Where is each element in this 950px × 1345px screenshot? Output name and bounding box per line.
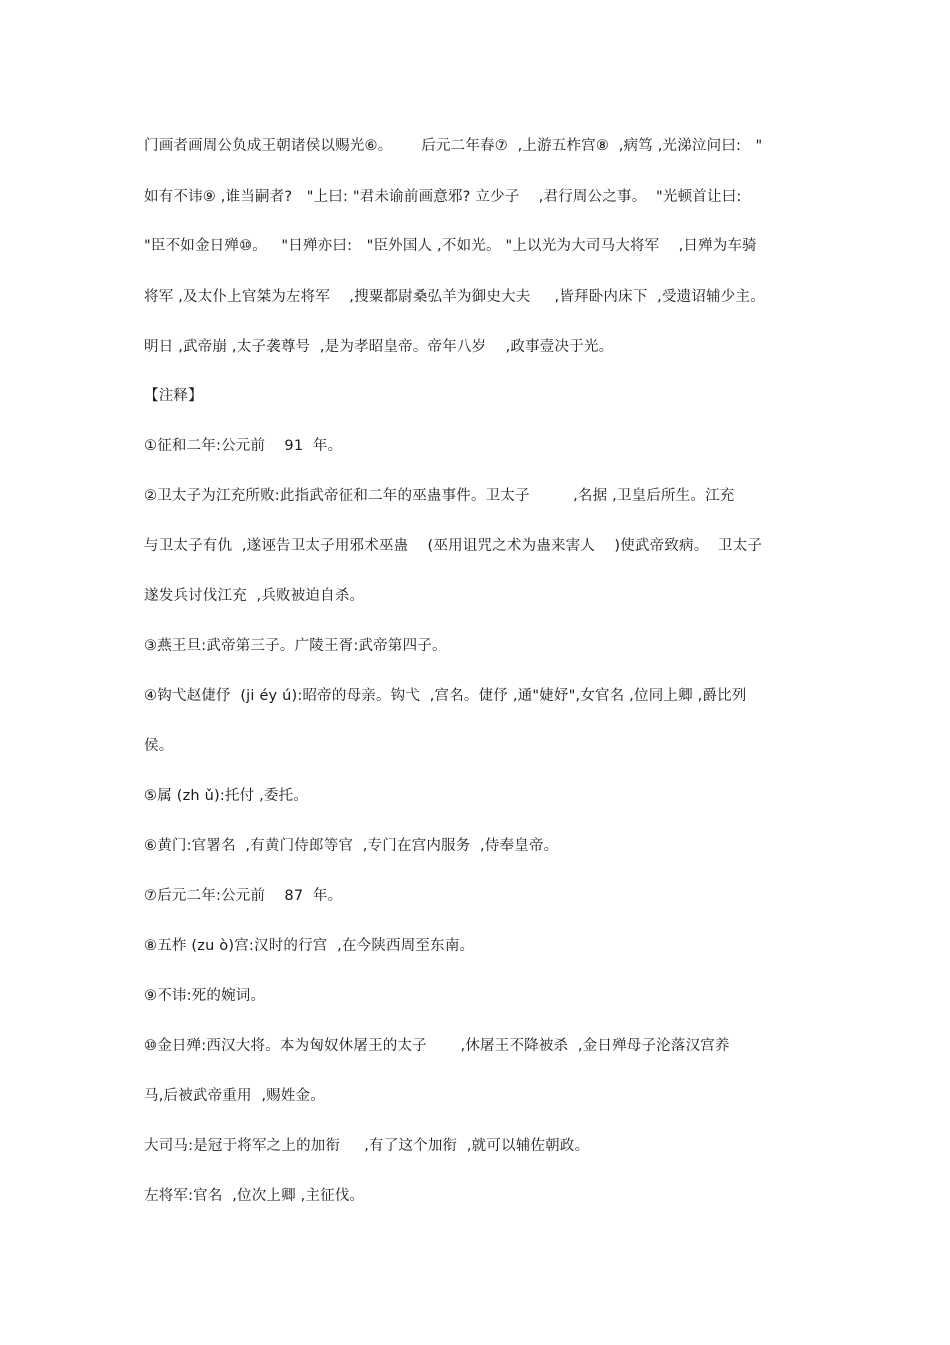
note-item: ①征和二年:公元前 91 年。 bbox=[144, 438, 343, 454]
note-item: 大司马:是冠于将军之上的加衔 ,有了这个加衔 ,就可以辅佐朝政。 bbox=[144, 1138, 590, 1154]
note-item: 遂发兵讨伐江充 ,兵败被迫自杀。 bbox=[144, 588, 365, 604]
note-item: ④钩弋赵倢伃 (ji éy ú):昭帝的母亲。钩弋 ,宫名。倢伃 ,通"婕妤",女官名 ,位同上卿 ,爵比列 bbox=[144, 688, 747, 704]
notes-heading: 【注释】 bbox=[144, 388, 203, 404]
note-item: ③燕王旦:武帝第三子。广陵王胥:武帝第四子。 bbox=[144, 638, 447, 654]
note-item: 左将军:官名 ,位次上卿 ,主征伐。 bbox=[144, 1188, 365, 1204]
note-item: 侯。 bbox=[144, 738, 174, 754]
note-item: ⑦后元二年:公元前 87 年。 bbox=[144, 888, 343, 904]
note-item: ⑥黄门:官署名 ,有黄门侍郎等官 ,专门在宫内服务 ,侍奉皇帝。 bbox=[144, 838, 559, 854]
text-line: 明日 ,武帝崩 ,太子袭尊号 ,是为孝昭皇帝。帝年八岁 ,政事壹决于光。 bbox=[144, 339, 614, 355]
text-line: 门画者画周公负成王朝诸侯以赐光⑥。 后元二年春⑦ ,上游五柞宫⑧ ,病笃 ,光涕泣问曰: " bbox=[144, 138, 763, 154]
note-item: 马,后被武帝重用 ,赐姓金。 bbox=[144, 1088, 325, 1104]
note-item: ⑧五柞 (zu ò)宫:汉时的行宫 ,在今陕西周至东南。 bbox=[144, 938, 475, 954]
note-item: ⑤属 (zh ǔ):托付 ,委托。 bbox=[144, 788, 309, 804]
note-item: ②卫太子为江充所败:此指武帝征和二年的巫蛊事件。卫太子 ,名据 ,卫皇后所生。江充 bbox=[144, 488, 735, 504]
note-item: ⑨不讳:死的婉词。 bbox=[144, 988, 266, 1004]
note-item: 与卫太子有仇 ,遂诬告卫太子用邪术巫蛊 (巫用诅咒之术为蛊来害人 )使武帝致病。 卫太子 bbox=[144, 538, 763, 554]
text-line: 将军 ,及太仆上官桀为左将军 ,搜粟都尉桑弘羊为御史大夫 ,皆拜卧内床下 ,受遗诏辅少主。 bbox=[144, 289, 765, 305]
note-item: ⑩金日殚:西汉大将。本为匈奴休屠王的太子 ,休屠王不降被杀 ,金日殚母子沦落汉宫养 bbox=[144, 1038, 730, 1054]
text-line: "臣不如金日殚⑩。 "日殚亦曰: "臣外国人 ,不如光。 "上以光为大司马大将军 ,日殚为车骑 bbox=[144, 238, 757, 254]
text-line: 如有不讳⑨ ,谁当嗣者? "上曰: "君未谕前画意邪? 立少子 ,君行周公之事。 "光顿首让曰: bbox=[144, 189, 742, 205]
